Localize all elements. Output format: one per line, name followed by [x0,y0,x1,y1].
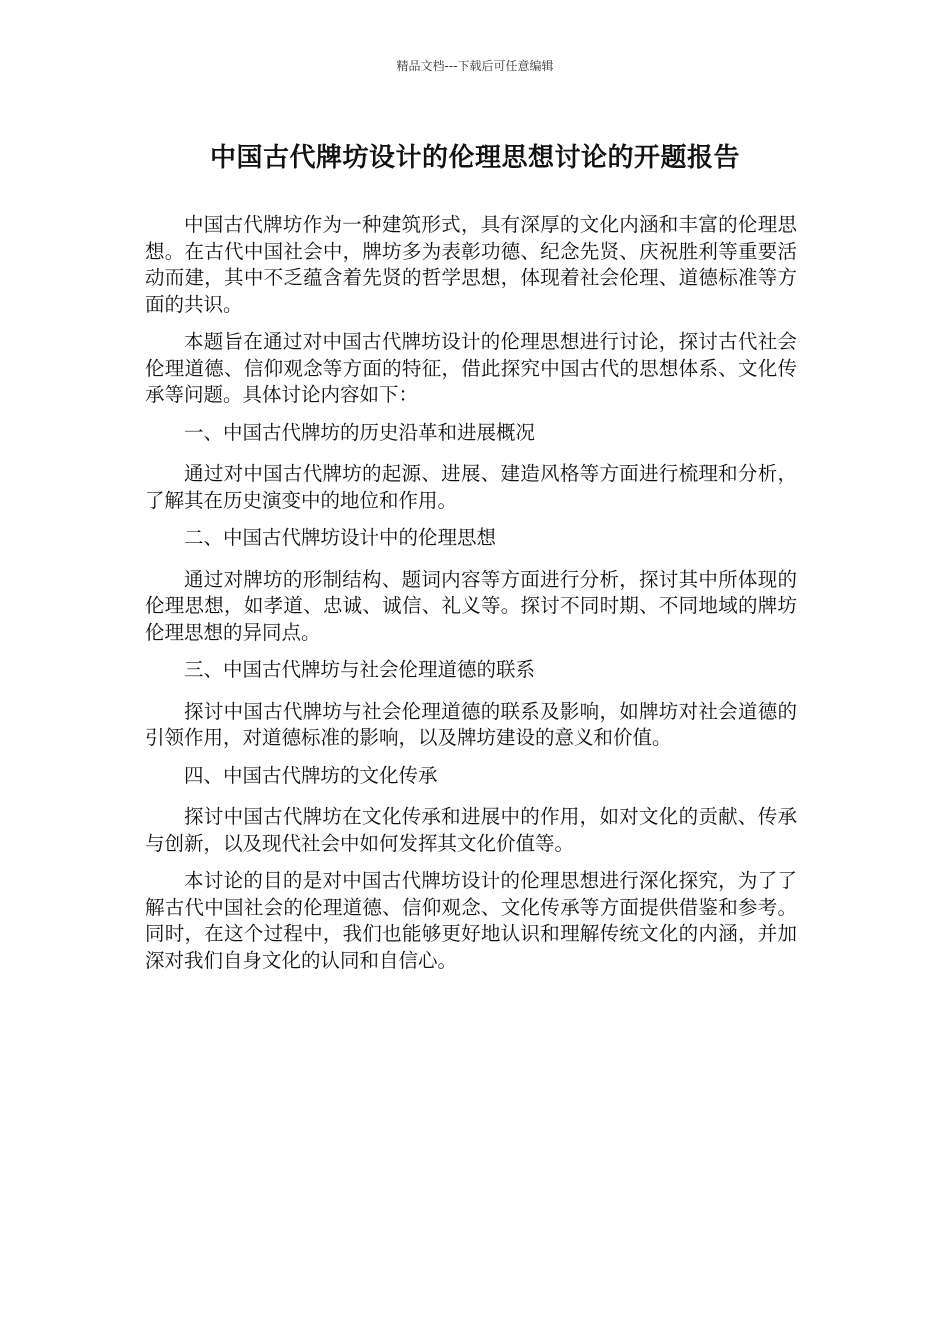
section-body-3: 探讨中国古代牌坊与社会伦理道德的联系及影响，如牌坊对社会道德的引领作用，对道德标准的影响，以及牌坊建设的意义和价值。 [145,699,797,749]
section-body-1: 通过对中国古代牌坊的起源、进展、建造风格等方面进行梳理和分析，了解其在历史演变中的地位和作用。 [145,462,797,512]
section-body-4: 探讨中国古代牌坊在文化传承和进展中的作用，如对文化的贡献、传承与创新，以及现代社会中如何发挥其文化价值等。 [145,805,797,855]
document-body [145,212,797,985]
section-heading-1: 一、中国古代牌坊的历史沿革和进展概况 [184,420,536,444]
paragraph-purpose: 本题旨在通过对中国古代牌坊设计的伦理思想进行讨论，探讨古代社会伦理道德、信仰观念等方面的特征，借此探究中国古代的思想体系、文化传承等问题。具体讨论内容如下： [145,330,797,406]
section-body-2: 通过对牌坊的形制结构、题词内容等方面进行分析，探讨其中所体现的伦理思想，如孝道、忠诚、诚信、礼义等。探讨不同时期、不同地域的牌坊伦理思想的异同点。 [145,567,797,644]
paragraph-conclusion: 本讨论的目的是对中国古代牌坊设计的伦理思想进行深化探究，为了了解古代中国社会的伦理道德、信仰观念、文化传承等方面提供借鉴和参考。同时，在这个过程中，我们也能够更好地认识和理解传统文化的内涵，并加深对我们自身文化的认同和自信心。 [145,869,797,972]
section-heading-4: 四、中国古代牌坊的文化传承 [184,763,438,787]
paragraph-intro: 中国古代牌坊作为一种建筑形式，具有深厚的文化内涵和丰富的伦理思想。在古代中国社会中，牌坊多为表彰功德、纪念先贤、庆祝胜利等重要活动而建，其中不乏蕴含着先贤的哲学思想，体现着社会伦理、道德标准等方面的共识。 [145,213,797,316]
header-note: 精品文档---下载后可任意编辑 [396,59,554,73]
document-title: 中国古代牌坊设计的伦理思想讨论的开题报告 [209,143,740,173]
section-heading-3: 三、中国古代牌坊与社会伦理道德的联系 [184,658,536,681]
section-heading-2: 二、中国古代牌坊设计中的伦理思想 [184,526,497,549]
